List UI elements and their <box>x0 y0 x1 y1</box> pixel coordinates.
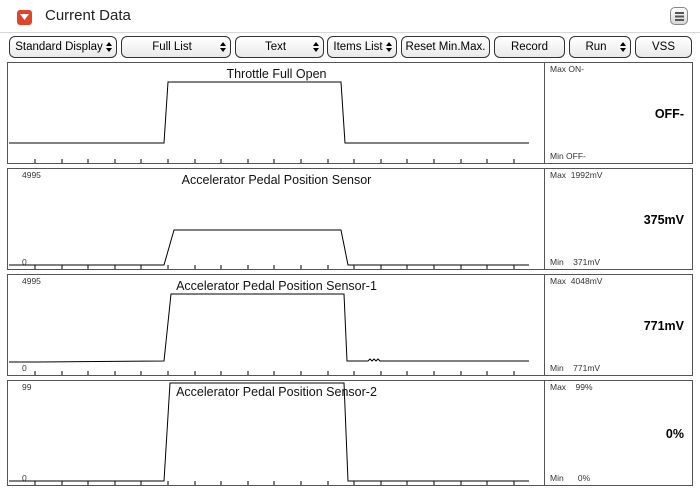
current-value: 771mV <box>643 319 684 333</box>
full-list-select[interactable] <box>121 36 231 58</box>
up-down-arrows-icon <box>220 41 226 53</box>
x-axis-ticks <box>35 159 514 163</box>
max-value: Max 99% <box>550 382 593 392</box>
run-label: Run <box>585 41 607 53</box>
signal-trace <box>9 82 529 143</box>
up-down-arrows-icon <box>620 41 626 53</box>
value-panel <box>546 169 692 269</box>
toolbar <box>0 33 700 61</box>
min-value: Min 0% <box>550 473 591 483</box>
up-down-arrows-icon <box>386 41 392 53</box>
plot-area <box>8 275 545 375</box>
graph-panel-accelerator-pedal-position-sensor-2 <box>7 380 693 486</box>
up-down-arrows-icon <box>106 41 112 53</box>
x-axis-ticks <box>35 371 514 375</box>
standard-display-label: Standard Display <box>15 41 103 53</box>
items-list-label: Items List <box>333 41 383 53</box>
collapse-arrow-icon <box>20 14 29 21</box>
record-button[interactable] <box>494 36 565 58</box>
max-value: Max ON- <box>550 64 584 74</box>
graph-area <box>7 62 693 488</box>
graph-panel-throttle-full-open <box>7 62 693 164</box>
menu-button[interactable] <box>670 7 688 25</box>
vss-label: VSS <box>651 41 675 53</box>
x-axis-ticks <box>35 481 514 485</box>
max-value: Max 4048mV <box>550 276 603 286</box>
min-value: Min OFF- <box>550 151 586 161</box>
current-value: 375mV <box>643 213 684 227</box>
reset-min-max-button[interactable] <box>401 36 490 58</box>
y-axis-min: 0 <box>22 257 27 267</box>
min-value: Min 771mV <box>550 363 601 373</box>
current-value: 0% <box>665 427 684 441</box>
current-value: OFF- <box>654 107 684 121</box>
y-axis-min: 0 <box>22 363 27 373</box>
panel-title: Throttle Full Open <box>226 67 327 81</box>
value-panel <box>546 275 692 375</box>
panel-title: Accelerator Pedal Position Sensor-2 <box>176 385 377 399</box>
plot-area <box>8 63 545 163</box>
value-panel <box>546 381 692 485</box>
text-select[interactable] <box>235 36 324 58</box>
plot-area <box>8 381 545 485</box>
up-down-arrows-icon <box>313 41 319 53</box>
text-label: Text <box>264 41 287 53</box>
panel-title: Accelerator Pedal Position Sensor-1 <box>176 279 377 293</box>
reset-min-max-label: Reset Min.Max. <box>405 41 486 53</box>
vss-button[interactable] <box>635 36 692 58</box>
record-label: Record <box>510 41 549 53</box>
collapse-button[interactable] <box>17 10 32 25</box>
value-panel <box>546 63 692 163</box>
items-list-select[interactable] <box>327 36 397 58</box>
min-value: Min 371mV <box>550 257 601 267</box>
graph-panel-accelerator-pedal-position-sensor <box>7 168 693 270</box>
signal-trace <box>9 294 529 362</box>
window-title: Current Data <box>45 7 131 24</box>
plot-area <box>8 169 545 269</box>
y-axis-min: 0 <box>22 473 27 483</box>
signal-trace <box>9 230 529 265</box>
panel-title: Accelerator Pedal Position Sensor <box>181 173 372 187</box>
title-bar <box>0 0 700 33</box>
run-select[interactable] <box>569 36 631 58</box>
full-list-label: Full List <box>152 41 192 53</box>
y-axis-max: 99 <box>22 382 32 392</box>
y-axis-max: 4995 <box>22 276 41 286</box>
max-value: Max 1992mV <box>550 170 603 180</box>
graph-panel-accelerator-pedal-position-sensor-1 <box>7 274 693 376</box>
standard-display-select[interactable] <box>9 36 117 58</box>
y-axis-max: 4995 <box>22 170 41 180</box>
x-axis-ticks <box>35 265 514 269</box>
menu-icon <box>674 11 685 22</box>
